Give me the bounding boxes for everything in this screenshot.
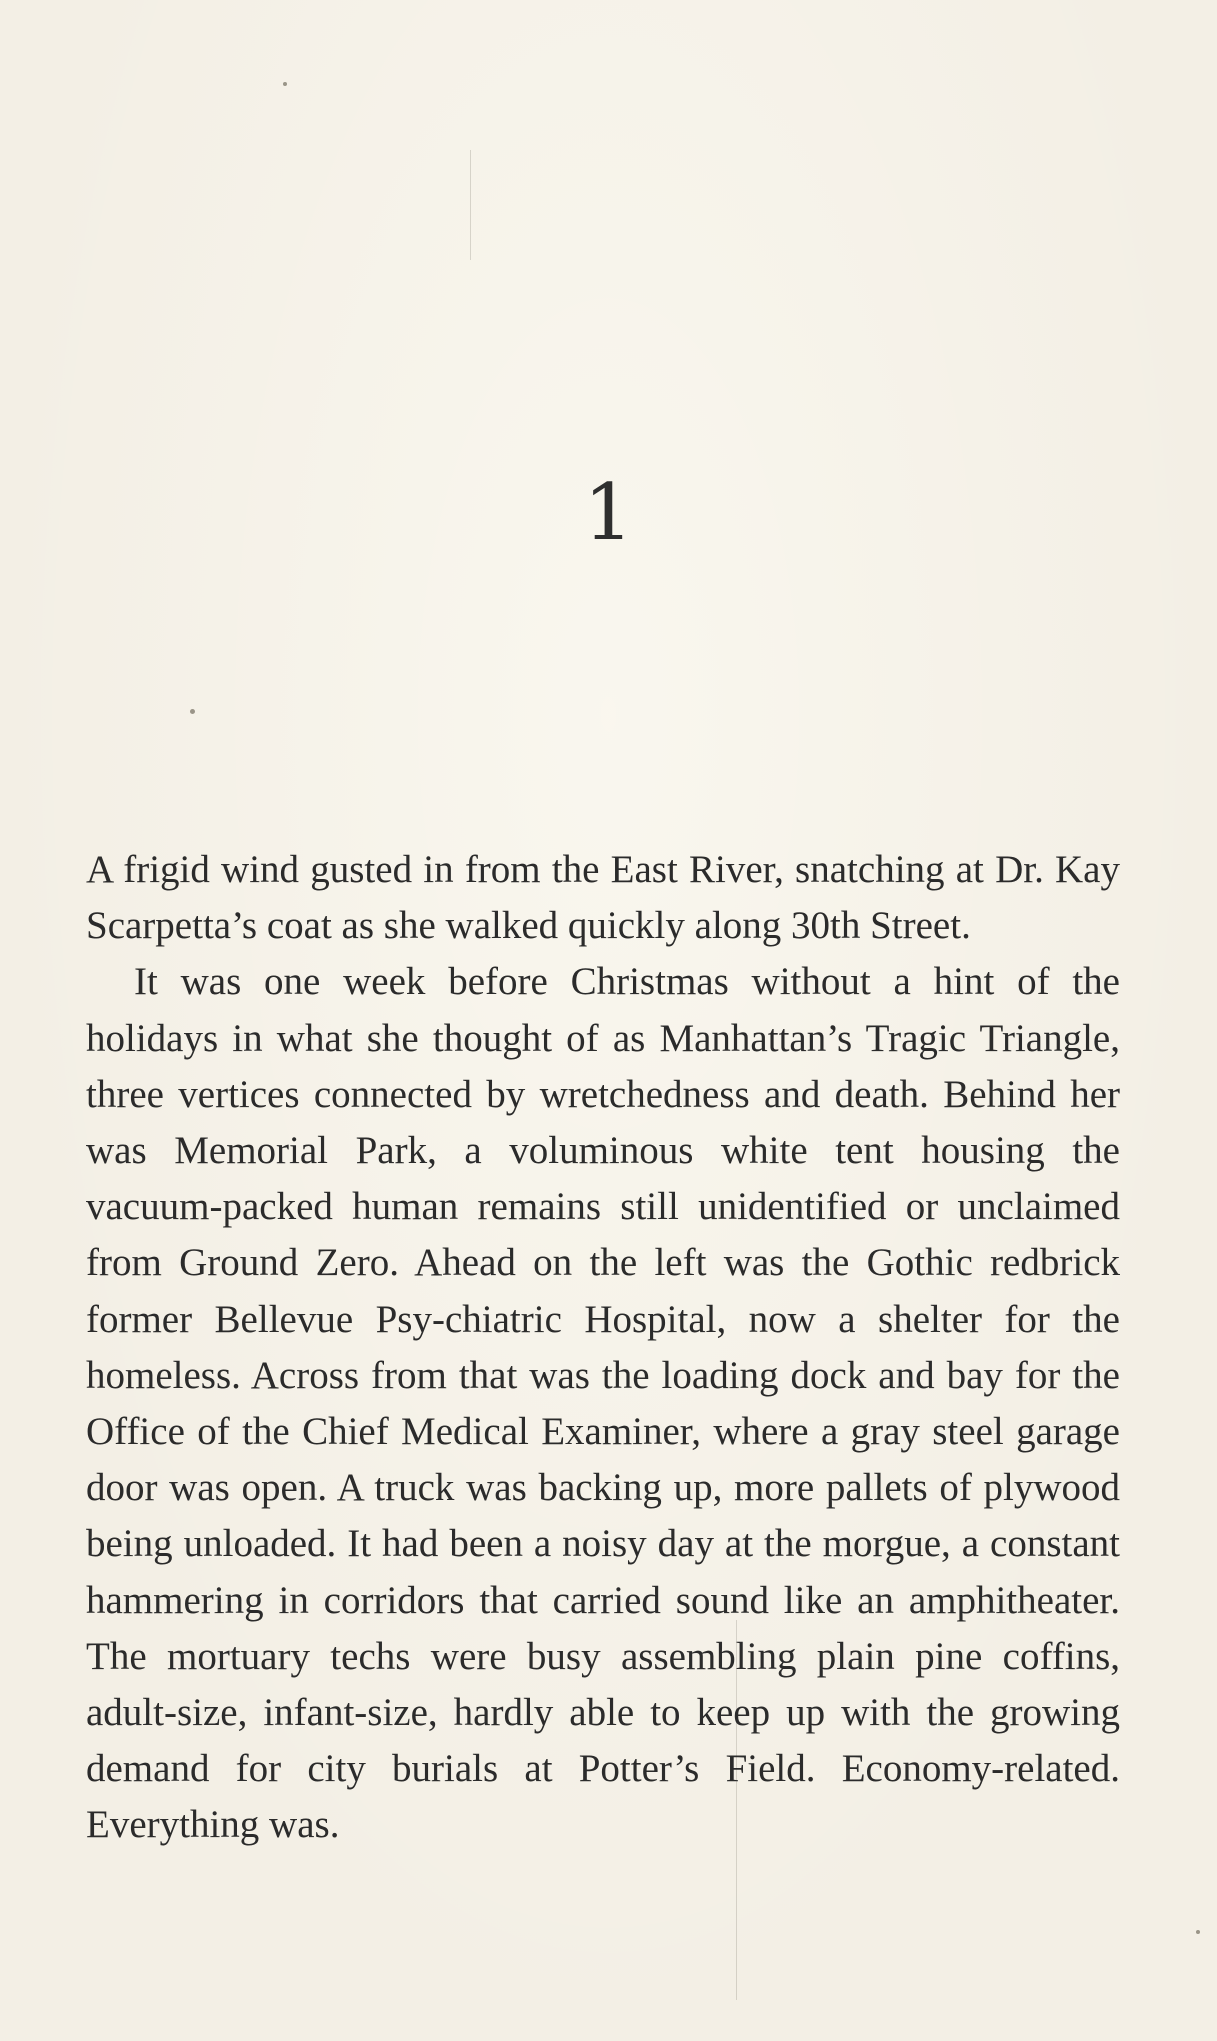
paper-speck (1196, 1930, 1200, 1934)
paragraph: It was one week before Christmas without a hint of the holidays in what she thought of as Manhattan’s Tragic Triangle, three vertices connected by wretchedness and death. Behind her was Memorial Park, a voluminous white tent housing the vacuum-packed human remains still unidentified or unclaimed from Ground Zero. Ahead on the left was the Gothic redbrick former Bellevue Psy-chiatric Hospital, now a shelter for the homeless. Across from that was the loading dock and bay for the Office of the Chief Medical Examiner, where a gray steel garage door was open. A truck was backing up, more pallets of plywood being unloaded. It had been a noisy day at the morgue, a constant hammering in corridors that carried sound like an amphitheater. The mortuary techs were busy assembling plain pine coffins, adult-size, infant-size, hardly able to keep up with the growing demand for city burials at Potter’s Field. Economy-related. Everything was. (86, 960, 1120, 1847)
chapter-body (86, 842, 1120, 1854)
paper-speck (283, 82, 287, 86)
page-crease (470, 150, 471, 260)
paragraph: A frigid wind gusted in from the East River, snatching at Dr. Kay Scarpetta’s coat as she walked quickly along 30th Street. (86, 848, 1120, 948)
chapter-number: 1 (583, 468, 634, 558)
paper-speck (190, 709, 195, 714)
